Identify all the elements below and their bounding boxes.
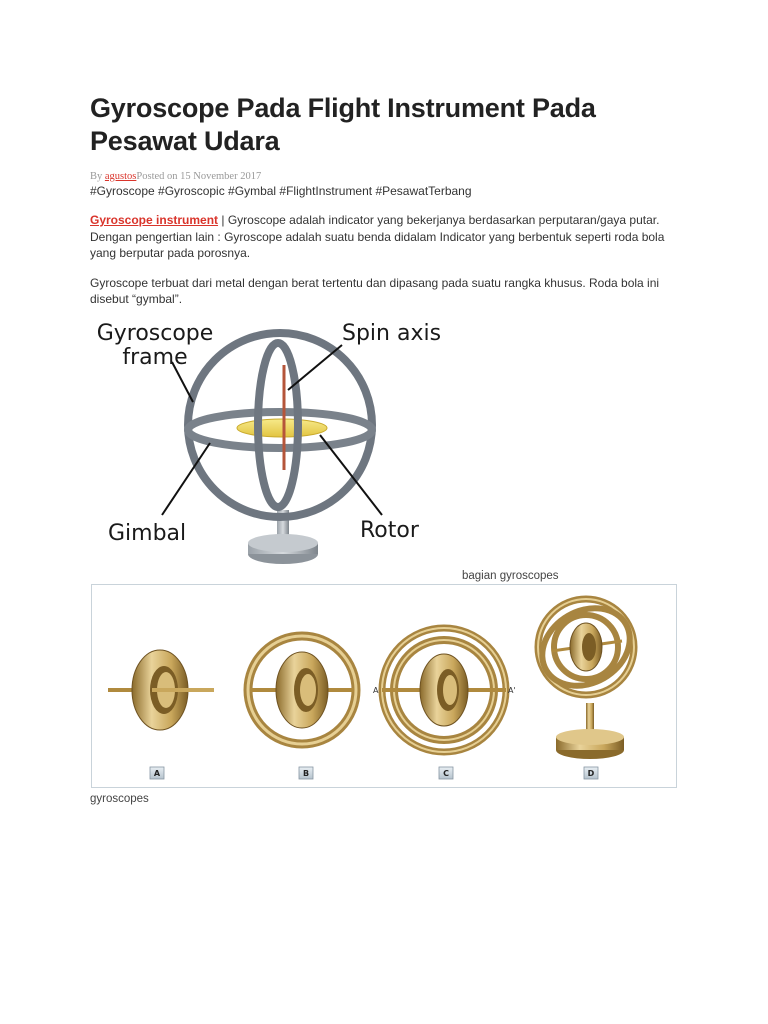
paragraph-intro bbox=[90, 212, 680, 262]
panel-d-gyroscope-stand bbox=[528, 593, 644, 759]
label-gyroscope-frame-1: Gyroscope bbox=[96, 321, 214, 346]
panel-badge-b bbox=[299, 767, 313, 779]
gyroscope-diagram-svg bbox=[90, 310, 490, 580]
panel-b-gimbal bbox=[248, 636, 356, 744]
label-gyroscope-frame-2: frame bbox=[122, 345, 188, 370]
axis-label-a-prime: A' bbox=[508, 686, 516, 695]
byline bbox=[90, 170, 680, 183]
figure2-caption: gyroscopes bbox=[90, 793, 149, 805]
gyroscope-instrument-link[interactable]: Gyroscope instrument bbox=[90, 213, 219, 227]
rotor-disk bbox=[237, 419, 327, 437]
paragraph-intro-text: | Gyroscope adalah indicator yang bekerjanya berdasarkan perputaran/gaya putar. Dengan pengertian lain : Gyroscope adalah suatu benda didalam Indicator yang berbentuk seperti roda bola yang berputar pada porosnya. bbox=[90, 213, 665, 260]
panel-badge-d bbox=[584, 767, 598, 779]
label-spin-axis: Spin axis bbox=[342, 321, 442, 346]
tag-list: #Gyroscope #Gyroscopic #Gymbal #FlightInstrument #PesawatTerbang bbox=[90, 184, 472, 198]
article-title: Gyroscope Pada Flight Instrument Pada Pesawat Udara bbox=[90, 93, 596, 156]
axis-label-a: A bbox=[373, 686, 379, 695]
panel-badge-c bbox=[439, 767, 453, 779]
article bbox=[90, 92, 680, 308]
panel-c-double-gimbal bbox=[382, 628, 506, 752]
gyroscope-stages-svg bbox=[92, 585, 676, 787]
stand-base-top bbox=[248, 534, 318, 552]
svg-text:A: A bbox=[153, 769, 161, 778]
label-rotor: Rotor bbox=[360, 518, 419, 543]
gyroscope-diagram bbox=[90, 310, 490, 580]
svg-text:C: C bbox=[443, 769, 449, 778]
panel-badge-a bbox=[150, 767, 164, 779]
posted-date: Posted on 15 November 2017 bbox=[136, 171, 262, 182]
svg-text:B: B bbox=[302, 769, 310, 778]
svg-text:D: D bbox=[587, 769, 595, 778]
author-link[interactable]: agustos bbox=[104, 171, 137, 182]
byline-prefix: By bbox=[90, 171, 105, 182]
paragraph-material: Gyroscope terbuat dari metal dengan berat tertentu dan dipasang pada suatu rangka khusus. Roda bola ini disebut “gymbal”. bbox=[90, 275, 660, 306]
figure1-caption: bagian gyroscopes bbox=[462, 570, 559, 582]
gyroscope-stages-figure bbox=[91, 584, 677, 788]
label-gimbal: Gimbal bbox=[108, 521, 187, 546]
panel-a-rotor bbox=[108, 650, 214, 730]
